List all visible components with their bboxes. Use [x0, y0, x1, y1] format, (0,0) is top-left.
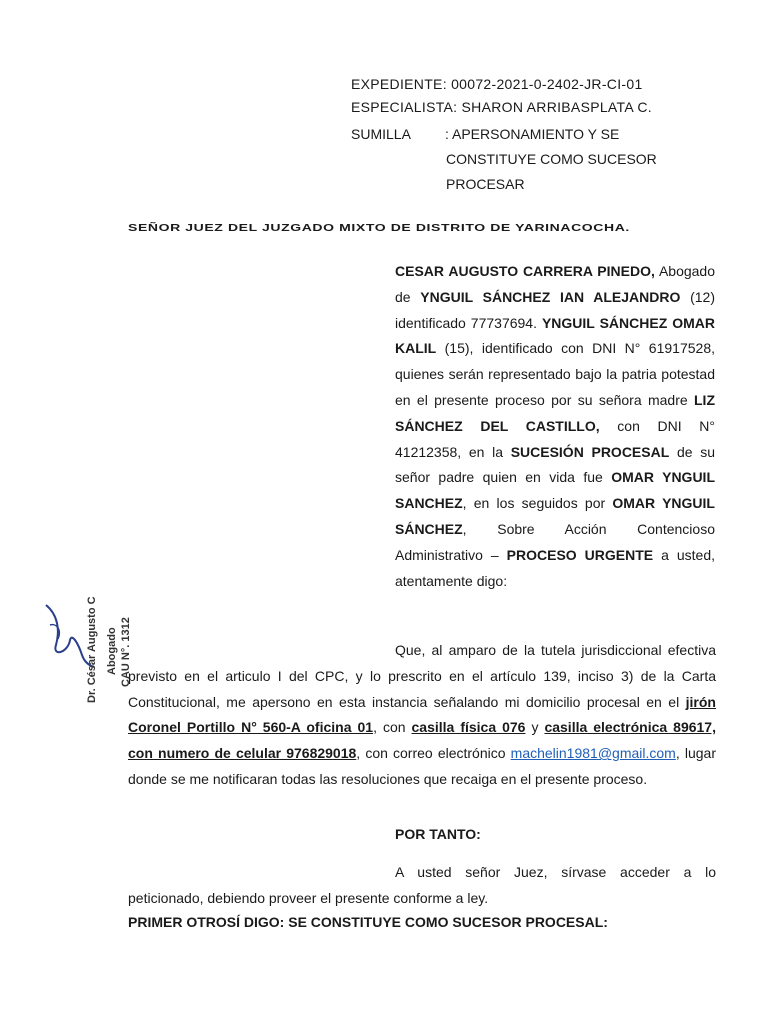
- intro-text-1: Abogado de: [395, 263, 715, 305]
- que-text-4: , con correo electrónico: [356, 745, 511, 762]
- primer-otrosi-heading: PRIMER OTROSÍ DIGO: SE CONSTITUYE COMO SUCESOR PROCESAL:: [128, 914, 608, 930]
- que-paragraph: [128, 638, 716, 793]
- intro-text-2: (12) identificado 77737694.: [395, 288, 716, 331]
- lawyer-stamp: [82, 575, 152, 705]
- lawyer-name: CESAR AUGUSTO CARRERA PINEDO,: [395, 263, 655, 279]
- que-text-5: , lugar donde se me notificaran todas las resoluciones que recaiga en el presente proceso.: [128, 745, 716, 787]
- intro-paragraph: [395, 259, 715, 594]
- que-text-1: Que, al amparo de la tutela jurisdiccional efectiva previsto en el articulo I del CPC, y lo prescrito en el artículo 139, inciso 3) de la Carta Constitucional, me apersono en esta instancia señalando mi domicilio procesal en el: [128, 642, 716, 710]
- intro-text-5: de su señor padre quien en vida fue: [395, 443, 715, 486]
- closing-paragraph: A usted señor Juez, sírvase acceder a lo peticionado, debiendo proveer el presente conforme a ley.: [128, 864, 716, 906]
- expediente-line: EXPEDIENTE: 00072-2021-0-2402-JR-CI-01: [351, 76, 643, 92]
- sumilla-line-3: PROCESAR: [446, 176, 525, 192]
- casilla-electronica: casilla electrónica 89617, con numero de celular 976829018: [128, 719, 716, 762]
- addressee-heading: SEÑOR JUEZ DEL JUZGADO MIXTO DE DISTRITO DE YARINACOCHA.: [128, 221, 630, 233]
- stamp-line-2: Abogado: [106, 627, 118, 675]
- sumilla-line-1: : APERSONAMIENTO Y SE: [445, 126, 620, 142]
- intro-text-7: , Sobre Acción Contencioso Administrativo –: [395, 520, 715, 563]
- casilla-fisica: casilla física 076: [411, 719, 526, 736]
- intro-text-3: (15), identificado con DNI N° 61917528, quienes serán representado bajo la patria potestad en el presente proceso por su señora madre: [395, 340, 715, 408]
- stamp-line-3: CAU N°. 1312: [120, 617, 132, 687]
- mother-name: LIZ SÁNCHEZ DEL CASTILLO,: [395, 391, 715, 434]
- que-text-3: y: [525, 719, 545, 736]
- proceso-urgente: PROCESO URGENTE: [506, 546, 654, 563]
- sucesion-procesal: SUCESIÓN PROCESAL: [510, 443, 670, 460]
- domicilio-address: jirón Coronel Portillo N° 560-A oficina 01: [128, 693, 716, 736]
- client-2-name: YNGUIL SÁNCHEZ OMAR KALIL: [395, 314, 715, 357]
- intro-text-8: a usted, atentamente digo:: [395, 546, 716, 589]
- stamp-line-1: Dr. César Augusto C: [86, 596, 98, 703]
- que-text-2: , con: [373, 719, 412, 736]
- sumilla-line-2: CONSTITUYE COMO SUCESOR: [446, 151, 657, 167]
- father-name: OMAR YNGUIL SANCHEZ: [395, 469, 715, 512]
- email-link[interactable]: machelin1981@gmail.com: [510, 745, 676, 762]
- intro-text-4: con DNI N° 41212358, en la: [395, 417, 716, 460]
- especialista-line: ESPECIALISTA: SHARON ARRIBASPLATA C.: [351, 99, 652, 115]
- sumilla-label: SUMILLA: [351, 126, 411, 142]
- client-1-name: YNGUIL SÁNCHEZ IAN ALEJANDRO: [420, 288, 681, 305]
- intro-text-6: , en los seguidos por: [462, 495, 613, 512]
- por-tanto-heading: POR TANTO:: [395, 826, 481, 842]
- plaintiff-name: OMAR YNGUIL SÁNCHEZ: [395, 495, 715, 537]
